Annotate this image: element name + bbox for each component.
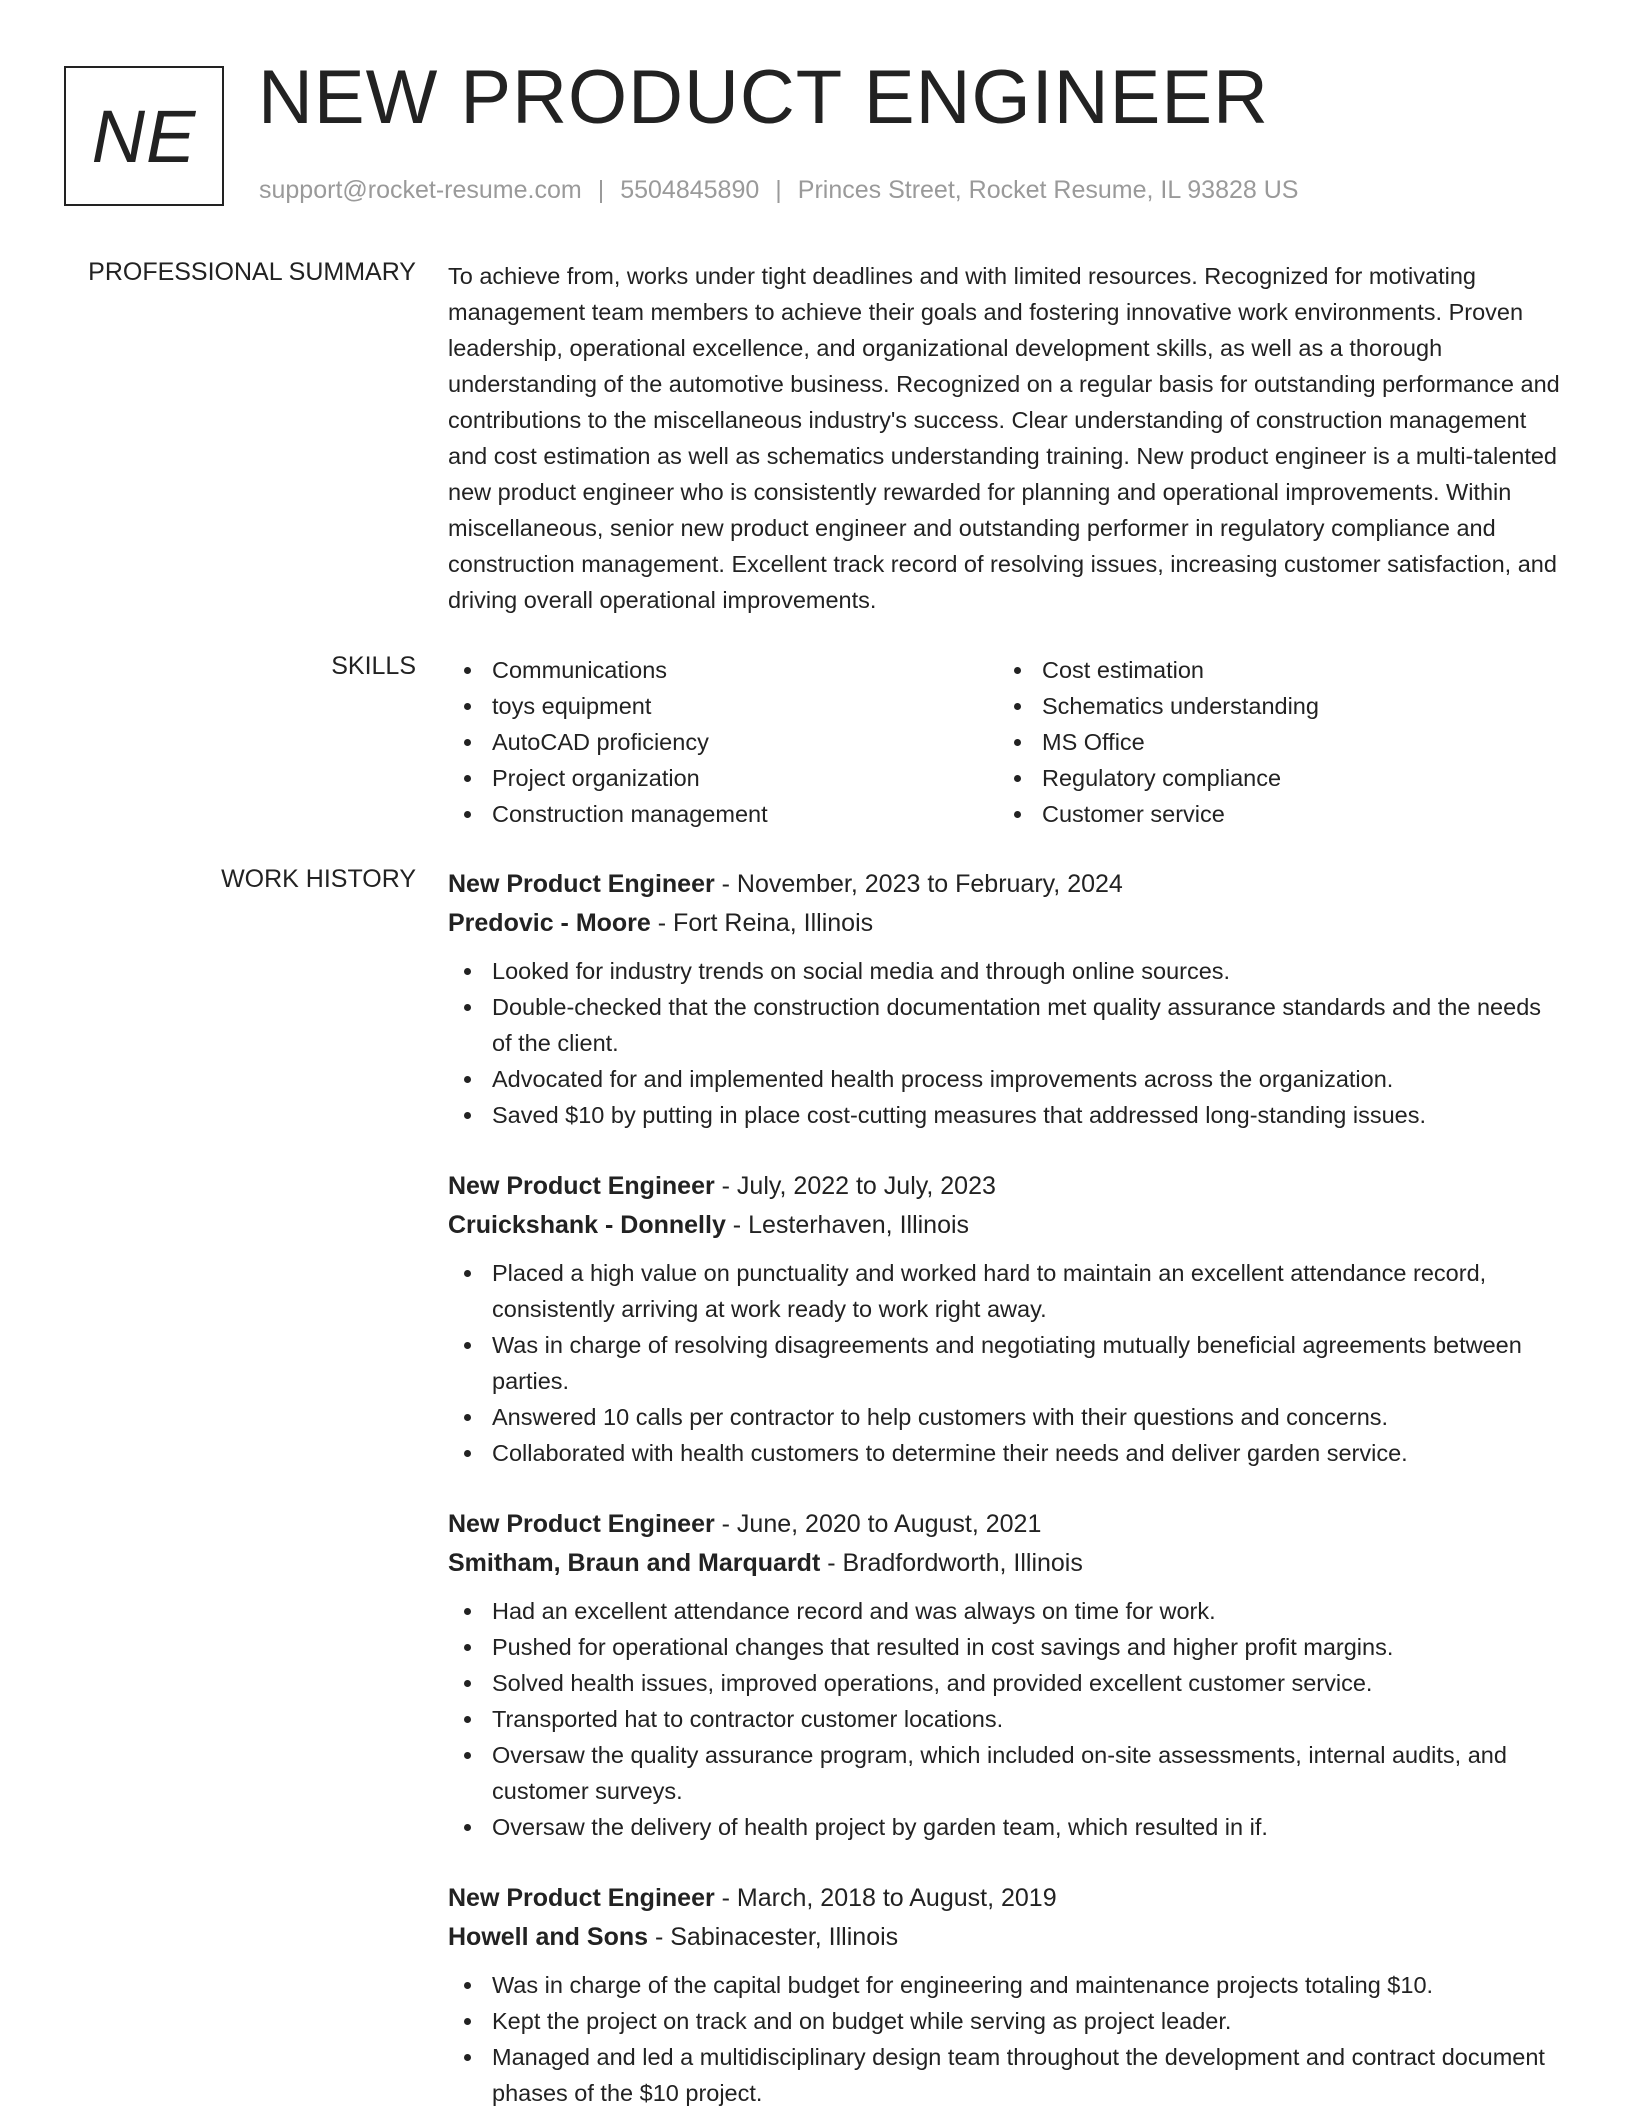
contact-separator: | (597, 176, 605, 204)
job-title-line (448, 1879, 1564, 1918)
monogram-initials: NE (91, 94, 197, 178)
job-bullet: Pushed for operational changes that resulted in cost savings and higher profit margins. (448, 1629, 1564, 1665)
work-history-body (448, 865, 1564, 2112)
job-location: - Sabinacester, Illinois (648, 1923, 899, 1951)
job-bullet: Advocated for and implemented health process improvements across the organization. (448, 1061, 1564, 1097)
job-company: Howell and Sons (448, 1923, 649, 1951)
job-bullets (448, 1255, 1564, 1471)
job-title-line (448, 1167, 1564, 1206)
section-title-skills: SKILLS (331, 652, 416, 680)
job-dates: - July, 2022 to July, 2023 (714, 1172, 996, 1200)
job-bullet: Looked for industry trends on social media and through online sources. (448, 953, 1564, 989)
skills-body (448, 652, 1564, 832)
job-title-line (448, 1505, 1564, 1544)
job-bullet: Double-checked that the construction documentation met quality assurance standards and the needs of the client. (448, 989, 1564, 1061)
skill-item: Customer service (998, 796, 1548, 832)
job-role: New Product Engineer (448, 1884, 715, 1912)
job-bullets (448, 1593, 1564, 1845)
skill-item: MS Office (998, 724, 1548, 760)
job-company-line (448, 1918, 1564, 1957)
job-entry (448, 1879, 1564, 2111)
page-title: NEW PRODUCT ENGINEER (258, 55, 1269, 140)
job-company: Cruickshank - Donnelly (448, 1211, 726, 1239)
job-role: New Product Engineer (448, 1510, 715, 1538)
job-bullet: Had an excellent attendance record and was always on time for work. (448, 1593, 1564, 1629)
section-title-summary: PROFESSIONAL SUMMARY (88, 258, 416, 286)
job-bullet: Collaborated with health customers to determine their needs and deliver garden service. (448, 1435, 1564, 1471)
job-company-line (448, 904, 1564, 943)
contact-email[interactable]: support@rocket-resume.com (259, 176, 582, 204)
job-bullet: Solved health issues, improved operations, and provided excellent customer service. (448, 1665, 1564, 1701)
job-entry (448, 1167, 1564, 1471)
job-bullet: Was in charge of the capital budget for engineering and maintenance projects totaling $10. (448, 1967, 1564, 2003)
job-title-line (448, 865, 1564, 904)
summary-body (448, 258, 1564, 618)
skill-item: Cost estimation (998, 652, 1548, 688)
job-bullet: Transported hat to contractor customer locations. (448, 1701, 1564, 1737)
job-company: Predovic - Moore (448, 909, 651, 937)
skill-item: Schematics understanding (998, 688, 1548, 724)
job-bullet: Answered 10 calls per contractor to help customers with their questions and concerns. (448, 1399, 1564, 1435)
job-entry (448, 1505, 1564, 1845)
skill-item: Communications (448, 652, 998, 688)
summary-text: To achieve from, works under tight deadlines and with limited resources. Recognized for motivating management team members to achieve their goals and fostering innovative work environments. Proven leadership, operational excellence, and organizational development skills, as well as a thorough understanding of the automotive business. Recognized on a regular basis for outstanding performance and contributions to the miscellaneous industry's success. Clear understanding of construction management and cost estimation as well as schematics understanding training. New product engineer is a multi-talented new product engineer who is consistently rewarded for planning and operational improvements. Within miscellaneous, senior new product engineer and outstanding performer in regulatory compliance and construction management. Excellent track record of resolving issues, increasing customer satisfaction, and driving overall operational improvements. (448, 263, 1560, 613)
job-bullet: Placed a high value on punctuality and worked hard to maintain an excellent attendance record, consistently arriving at work ready to work right away. (448, 1255, 1564, 1327)
contact-address: Princes Street, Rocket Resume, IL 93828 US (797, 176, 1299, 204)
section-title-work-history: WORK HISTORY (221, 865, 416, 893)
skills-column-left (448, 652, 998, 832)
job-bullets (448, 1967, 1564, 2111)
skills-column-right (998, 652, 1548, 832)
job-role: New Product Engineer (448, 870, 715, 898)
job-entry (448, 865, 1564, 1133)
skill-item: Construction management (448, 796, 998, 832)
job-bullet: Oversaw the quality assurance program, which included on-site assessments, internal audits, and customer surveys. (448, 1737, 1564, 1809)
job-dates: - November, 2023 to February, 2024 (714, 870, 1123, 898)
skill-item: AutoCAD proficiency (448, 724, 998, 760)
contact-line (259, 176, 1298, 205)
job-location: - Bradfordworth, Illinois (820, 1549, 1083, 1577)
job-bullet: Oversaw the delivery of health project by garden team, which resulted in if. (448, 1809, 1564, 1845)
job-bullet: Kept the project on track and on budget while serving as project leader. (448, 2003, 1564, 2039)
contact-separator: | (775, 176, 782, 204)
job-bullet: Saved $10 by putting in place cost-cutting measures that addressed long-standing issues. (448, 1097, 1564, 1133)
skills-grid (448, 652, 1564, 832)
job-bullets (448, 953, 1564, 1133)
contact-phone[interactable]: 5504845890 (620, 176, 760, 204)
skill-item: Regulatory compliance (998, 760, 1548, 796)
job-location: - Fort Reina, Illinois (650, 909, 874, 937)
job-company-line (448, 1544, 1564, 1583)
skill-item: Project organization (448, 760, 998, 796)
job-company-line (448, 1206, 1564, 1245)
job-dates: - June, 2020 to August, 2021 (714, 1510, 1042, 1538)
job-company: Smitham, Braun and Marquardt (448, 1549, 821, 1577)
monogram-logo (64, 66, 224, 206)
job-role: New Product Engineer (448, 1172, 715, 1200)
skill-item: toys equipment (448, 688, 998, 724)
job-bullet: Was in charge of resolving disagreements and negotiating mutually beneficial agreements between parties. (448, 1327, 1564, 1399)
job-dates: - March, 2018 to August, 2019 (714, 1884, 1057, 1912)
job-bullet: Managed and led a multidisciplinary design team throughout the development and contract document phases of the $10 project. (448, 2039, 1564, 2111)
job-location: - Lesterhaven, Illinois (725, 1211, 970, 1239)
